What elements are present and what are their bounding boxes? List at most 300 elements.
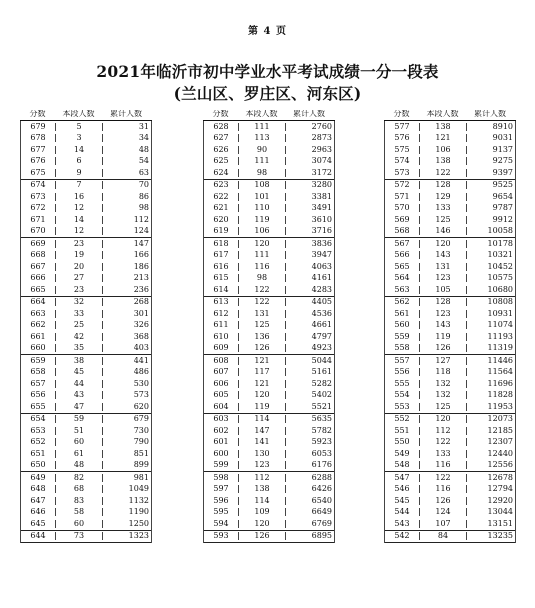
cumulative-count-cell: 5282: [311, 379, 332, 388]
score-cell: 658: [21, 368, 56, 376]
table-row: [21, 378, 151, 390]
table-row: [21, 191, 151, 203]
cumulative-count-cell: 6769: [311, 519, 332, 528]
segment-count-cell: 131: [239, 310, 286, 318]
cumulative-count-cell: 31: [138, 122, 149, 131]
segment-count-cell: 51: [56, 427, 103, 435]
cumulative-count-cell: 1132: [128, 496, 149, 505]
table-header: [384, 108, 516, 121]
segment-count-cell: 124: [420, 508, 467, 516]
cumulative-count-cell: 790: [133, 438, 149, 447]
table-row: [204, 261, 334, 273]
score-cell: 654: [21, 415, 56, 423]
cumulative-count-cell: 1323: [128, 532, 149, 541]
table-row: [385, 250, 515, 262]
table-row: [21, 495, 151, 507]
table-row: [385, 518, 515, 531]
score-cell: 628: [204, 123, 239, 131]
segment-count-cell: 132: [420, 391, 467, 399]
segment-count-cell: 120: [239, 391, 286, 399]
cumulative-count-cell: 11828: [487, 391, 513, 400]
table-row: [204, 284, 334, 297]
table-row: [21, 401, 151, 414]
segment-count-cell: 111: [239, 251, 286, 259]
cumulative-count-cell: 4923: [311, 344, 332, 353]
segment-count-cell: 138: [420, 123, 467, 131]
segment-count-cell: 98: [239, 274, 286, 282]
table-row: [204, 273, 334, 285]
segment-count-cell: 120: [239, 240, 286, 248]
table-row: [21, 425, 151, 437]
table-row: [385, 331, 515, 343]
table-row: [204, 250, 334, 262]
score-cell: 544: [385, 508, 420, 516]
cumulative-count-cell: 6426: [311, 485, 332, 494]
table-row: [385, 367, 515, 379]
cumulative-count-cell: 9654: [492, 192, 513, 201]
segment-count-cell: 43: [56, 391, 103, 399]
segment-count-cell: 116: [420, 485, 467, 493]
table-row: [21, 167, 151, 180]
score-cell: 660: [21, 344, 56, 352]
table-row: [204, 437, 334, 449]
segment-count-cell: 113: [239, 134, 286, 142]
segment-count-cell: 143: [420, 251, 467, 259]
cumulative-count-cell: 2963: [311, 145, 332, 154]
score-cell: 545: [385, 497, 420, 505]
score-cell: 568: [385, 227, 420, 235]
score-cell: 564: [385, 274, 420, 282]
cumulative-count-cell: 4405: [311, 298, 332, 307]
cumulative-count-cell: 12678: [487, 473, 513, 482]
cumulative-count-cell: 326: [133, 321, 149, 330]
cumulative-count-cell: 368: [133, 332, 149, 341]
cumulative-count-cell: 5161: [311, 368, 332, 377]
cumulative-count-cell: 13151: [487, 519, 513, 528]
cumulative-count-cell: 11446: [487, 356, 513, 365]
table-row: [21, 472, 151, 484]
table-row: [385, 378, 515, 390]
table-row: [204, 414, 334, 426]
table-row: [21, 121, 151, 133]
table-header: [203, 108, 335, 121]
cumulative-count-cell: 899: [133, 461, 149, 470]
table-row: [204, 472, 334, 484]
segment-count-cell: 123: [420, 274, 467, 282]
table-row: [21, 203, 151, 215]
segment-count-cell: 130: [239, 450, 286, 458]
table-row: [204, 507, 334, 519]
score-cell: 661: [21, 333, 56, 341]
cumulative-count-cell: 3836: [311, 239, 332, 248]
segment-count-cell: 14: [56, 146, 103, 154]
cumulative-count-cell: 530: [133, 379, 149, 388]
score-cell: 671: [21, 216, 56, 224]
score-cell: 651: [21, 450, 56, 458]
table-row: [204, 378, 334, 390]
table-header: [20, 108, 152, 121]
segment-count-cell: 12: [56, 227, 103, 235]
segment-count-cell: 133: [420, 450, 467, 458]
table-row: [385, 273, 515, 285]
segment-count-cell: 23: [56, 240, 103, 248]
segment-count-cell: 120: [239, 520, 286, 528]
score-cell: 627: [204, 134, 239, 142]
table-row: [21, 284, 151, 297]
score-cell: 617: [204, 251, 239, 259]
score-cell: 676: [21, 157, 56, 165]
score-cell: 625: [204, 157, 239, 165]
segment-count-cell: 68: [56, 485, 103, 493]
cumulative-count-cell: 3947: [311, 251, 332, 260]
segment-count-cell: 32: [56, 298, 103, 306]
table-row: [385, 297, 515, 309]
segment-count-cell: 110: [239, 204, 286, 212]
table-row: [204, 331, 334, 343]
segment-count-cell: 6: [56, 157, 103, 165]
table-row: [204, 133, 334, 145]
table-row: [204, 367, 334, 379]
table-row: [385, 121, 515, 133]
segment-count-cell: 138: [420, 157, 467, 165]
segment-count-cell: 120: [420, 240, 467, 248]
score-table-1: [20, 108, 152, 543]
segment-count-cell: 129: [420, 193, 467, 201]
segment-count-cell: 126: [420, 497, 467, 505]
table-row: [21, 238, 151, 250]
segment-count-cell: 114: [239, 415, 286, 423]
score-cell: 601: [204, 438, 239, 446]
cumulative-count-cell: 11696: [487, 379, 513, 388]
table-row: [204, 355, 334, 367]
table-row: [204, 518, 334, 531]
segment-count-cell: 123: [239, 461, 286, 469]
cumulative-count-cell: 147: [133, 239, 149, 248]
table-row: [385, 437, 515, 449]
cumulative-count-cell: 6895: [311, 532, 332, 541]
cumulative-count-cell: 4161: [311, 274, 332, 283]
score-cell: 662: [21, 321, 56, 329]
segment-count-cell: 119: [420, 333, 467, 341]
segment-count-cell: 35: [56, 344, 103, 352]
table-row: [204, 180, 334, 192]
score-table-2: [203, 108, 335, 543]
table-row: [204, 214, 334, 226]
cumulative-count-cell: 10931: [487, 309, 513, 318]
table-row: [21, 484, 151, 496]
score-cell: 595: [204, 508, 239, 516]
score-cell: 649: [21, 474, 56, 482]
table-row: [385, 425, 515, 437]
segment-count-cell: 109: [239, 508, 286, 516]
score-cell: 567: [385, 240, 420, 248]
score-cell: 597: [204, 485, 239, 493]
cumulative-count-cell: 3716: [311, 227, 332, 236]
table-row: [204, 144, 334, 156]
document-title: 2021年临沂市初中学业水平考试成绩一分一段表: [96, 62, 439, 81]
cumulative-count-cell: 301: [133, 309, 149, 318]
segment-count-cell: 33: [56, 310, 103, 318]
cumulative-count-cell: 6176: [311, 461, 332, 470]
table-body: [384, 121, 516, 543]
table-row: [204, 460, 334, 473]
segment-count-cell: 111: [239, 157, 286, 165]
table-row: [21, 308, 151, 320]
page-number: 第 4 页: [248, 26, 287, 37]
score-cell: 543: [385, 520, 420, 528]
score-cell: 569: [385, 216, 420, 224]
cumulative-count-cell: 5402: [311, 391, 332, 400]
segment-count-cell: 128: [420, 298, 467, 306]
table-row: [385, 214, 515, 226]
segment-count-cell: 107: [420, 520, 467, 528]
segment-count-cell: 25: [56, 321, 103, 329]
score-cell: 556: [385, 368, 420, 376]
score-cell: 666: [21, 274, 56, 282]
segment-count-cell: 121: [239, 380, 286, 388]
score-cell: 644: [21, 532, 56, 540]
score-cell: 572: [385, 181, 420, 189]
segment-count-cell: 58: [56, 508, 103, 516]
header-cell: 本段人数: [62, 110, 95, 118]
segment-count-cell: 42: [56, 333, 103, 341]
cumulative-count-cell: 2873: [311, 134, 332, 143]
segment-count-cell: 45: [56, 368, 103, 376]
cumulative-count-cell: 5635: [311, 415, 332, 424]
score-cell: 542: [385, 532, 420, 540]
score-cell: 577: [385, 123, 420, 131]
segment-count-cell: 132: [420, 380, 467, 388]
segment-count-cell: 44: [56, 380, 103, 388]
table-row: [21, 250, 151, 262]
table-row: [204, 238, 334, 250]
score-cell: 546: [385, 485, 420, 493]
cumulative-count-cell: 9525: [492, 181, 513, 190]
segment-count-cell: 122: [420, 169, 467, 177]
score-cell: 646: [21, 508, 56, 516]
cumulative-count-cell: 5782: [311, 426, 332, 435]
table-row: [21, 273, 151, 285]
segment-count-cell: 7: [56, 181, 103, 189]
cumulative-count-cell: 13235: [487, 532, 513, 541]
table-row: [385, 133, 515, 145]
cumulative-count-cell: 236: [133, 285, 149, 294]
cumulative-count-cell: 486: [133, 368, 149, 377]
segment-count-cell: 47: [56, 403, 103, 411]
table-row: [204, 484, 334, 496]
cumulative-count-cell: 124: [133, 227, 149, 236]
table-row: [204, 297, 334, 309]
cumulative-count-cell: 166: [133, 251, 149, 260]
score-cell: 550: [385, 438, 420, 446]
table-row: [21, 518, 151, 531]
cumulative-count-cell: 4797: [311, 332, 332, 341]
table-row: [385, 144, 515, 156]
cumulative-count-cell: 9397: [492, 168, 513, 177]
cumulative-count-cell: 11953: [487, 402, 513, 411]
table-row: [385, 355, 515, 367]
cumulative-count-cell: 12794: [487, 485, 513, 494]
table-row: [385, 507, 515, 519]
header-cell: 分数: [29, 110, 46, 118]
score-cell: 677: [21, 146, 56, 154]
score-cell: 648: [21, 485, 56, 493]
segment-count-cell: 60: [56, 520, 103, 528]
score-cell: 670: [21, 227, 56, 235]
score-cell: 674: [21, 181, 56, 189]
table-row: [204, 203, 334, 215]
segment-count-cell: 112: [420, 427, 467, 435]
cumulative-count-cell: 98: [138, 204, 149, 213]
score-cell: 605: [204, 391, 239, 399]
cumulative-count-cell: 9137: [492, 145, 513, 154]
score-cell: 659: [21, 357, 56, 365]
score-cell: 606: [204, 380, 239, 388]
score-cell: 553: [385, 403, 420, 411]
segment-count-cell: 84: [420, 532, 467, 540]
table-row: [385, 167, 515, 180]
segment-count-cell: 122: [239, 298, 286, 306]
cumulative-count-cell: 63: [138, 168, 149, 177]
cumulative-count-cell: 403: [133, 344, 149, 353]
segment-count-cell: 126: [239, 532, 286, 540]
score-cell: 620: [204, 216, 239, 224]
segment-count-cell: 128: [420, 181, 467, 189]
segment-count-cell: 98: [239, 169, 286, 177]
cumulative-count-cell: 9787: [492, 204, 513, 213]
cumulative-count-cell: 70: [138, 181, 149, 190]
segment-count-cell: 106: [420, 146, 467, 154]
segment-count-cell: 121: [239, 357, 286, 365]
segment-count-cell: 108: [239, 181, 286, 189]
segment-count-cell: 133: [420, 204, 467, 212]
cumulative-count-cell: 12073: [487, 415, 513, 424]
score-cell: 624: [204, 169, 239, 177]
segment-count-cell: 116: [420, 461, 467, 469]
score-cell: 576: [385, 134, 420, 142]
cumulative-count-cell: 112: [133, 215, 149, 224]
score-cell: 613: [204, 298, 239, 306]
table-row: [385, 191, 515, 203]
cumulative-count-cell: 213: [133, 274, 149, 283]
segment-count-cell: 138: [239, 485, 286, 493]
table-row: [21, 448, 151, 460]
score-cell: 614: [204, 286, 239, 294]
score-cell: 594: [204, 520, 239, 528]
segment-count-cell: 116: [239, 263, 286, 271]
cumulative-count-cell: 9275: [492, 157, 513, 166]
table-row: [21, 355, 151, 367]
cumulative-count-cell: 1250: [128, 519, 149, 528]
segment-count-cell: 125: [420, 403, 467, 411]
cumulative-count-cell: 9912: [492, 215, 513, 224]
segment-count-cell: 131: [420, 263, 467, 271]
cumulative-count-cell: 3280: [311, 181, 332, 190]
score-cell: 678: [21, 134, 56, 142]
cumulative-count-cell: 6053: [311, 449, 332, 458]
segment-count-cell: 126: [420, 344, 467, 352]
segment-count-cell: 118: [420, 368, 467, 376]
score-cell: 573: [385, 169, 420, 177]
segment-count-cell: 59: [56, 415, 103, 423]
score-cell: 623: [204, 181, 239, 189]
score-cell: 562: [385, 298, 420, 306]
cumulative-count-cell: 86: [138, 192, 149, 201]
cumulative-count-cell: 11319: [487, 344, 513, 353]
score-cell: 665: [21, 286, 56, 294]
score-cell: 611: [204, 321, 239, 329]
table-row: [21, 144, 151, 156]
cumulative-count-cell: 34: [138, 134, 149, 143]
score-cell: 609: [204, 344, 239, 352]
segment-count-cell: 20: [56, 263, 103, 271]
score-cell: 547: [385, 474, 420, 482]
segment-count-cell: 125: [420, 216, 467, 224]
cumulative-count-cell: 12185: [487, 426, 513, 435]
table-row: [385, 414, 515, 426]
table-row: [204, 121, 334, 133]
score-cell: 622: [204, 193, 239, 201]
score-cell: 557: [385, 357, 420, 365]
cumulative-count-cell: 10058: [487, 227, 513, 236]
segment-count-cell: 14: [56, 216, 103, 224]
segment-count-cell: 106: [239, 227, 286, 235]
table-row: [21, 226, 151, 239]
segment-count-cell: 143: [420, 321, 467, 329]
segment-count-cell: 105: [420, 286, 467, 294]
cumulative-count-cell: 11193: [487, 332, 513, 341]
table-row: [204, 167, 334, 180]
table-row: [21, 331, 151, 343]
score-cell: 673: [21, 193, 56, 201]
score-cell: 667: [21, 263, 56, 271]
score-cell: 603: [204, 415, 239, 423]
segment-count-cell: 82: [56, 474, 103, 482]
cumulative-count-cell: 9031: [492, 134, 513, 143]
score-cell: 566: [385, 251, 420, 259]
cumulative-count-cell: 5923: [311, 438, 332, 447]
segment-count-cell: 119: [239, 403, 286, 411]
table-row: [21, 214, 151, 226]
header-cell: 本段人数: [245, 110, 278, 118]
score-cell: 664: [21, 298, 56, 306]
score-cell: 604: [204, 403, 239, 411]
cumulative-count-cell: 13044: [487, 508, 513, 517]
score-cell: 653: [21, 427, 56, 435]
score-cell: 561: [385, 310, 420, 318]
table-row: [385, 472, 515, 484]
segment-count-cell: 123: [420, 310, 467, 318]
header-cell: 累计人数: [293, 110, 325, 118]
segment-count-cell: 122: [420, 438, 467, 446]
cumulative-count-cell: 851: [133, 449, 149, 458]
cumulative-count-cell: 4661: [311, 321, 332, 330]
cumulative-count-cell: 4063: [311, 262, 332, 271]
cumulative-count-cell: 3491: [311, 204, 332, 213]
score-cell: 571: [385, 193, 420, 201]
cumulative-count-cell: 54: [138, 157, 149, 166]
score-cell: 602: [204, 427, 239, 435]
cumulative-count-cell: 620: [133, 402, 149, 411]
segment-count-cell: 126: [239, 344, 286, 352]
score-cell: 616: [204, 263, 239, 271]
segment-count-cell: 38: [56, 357, 103, 365]
score-cell: 598: [204, 474, 239, 482]
segment-count-cell: 114: [239, 497, 286, 505]
table-row: [204, 156, 334, 168]
table-row: [385, 495, 515, 507]
table-row: [385, 343, 515, 356]
